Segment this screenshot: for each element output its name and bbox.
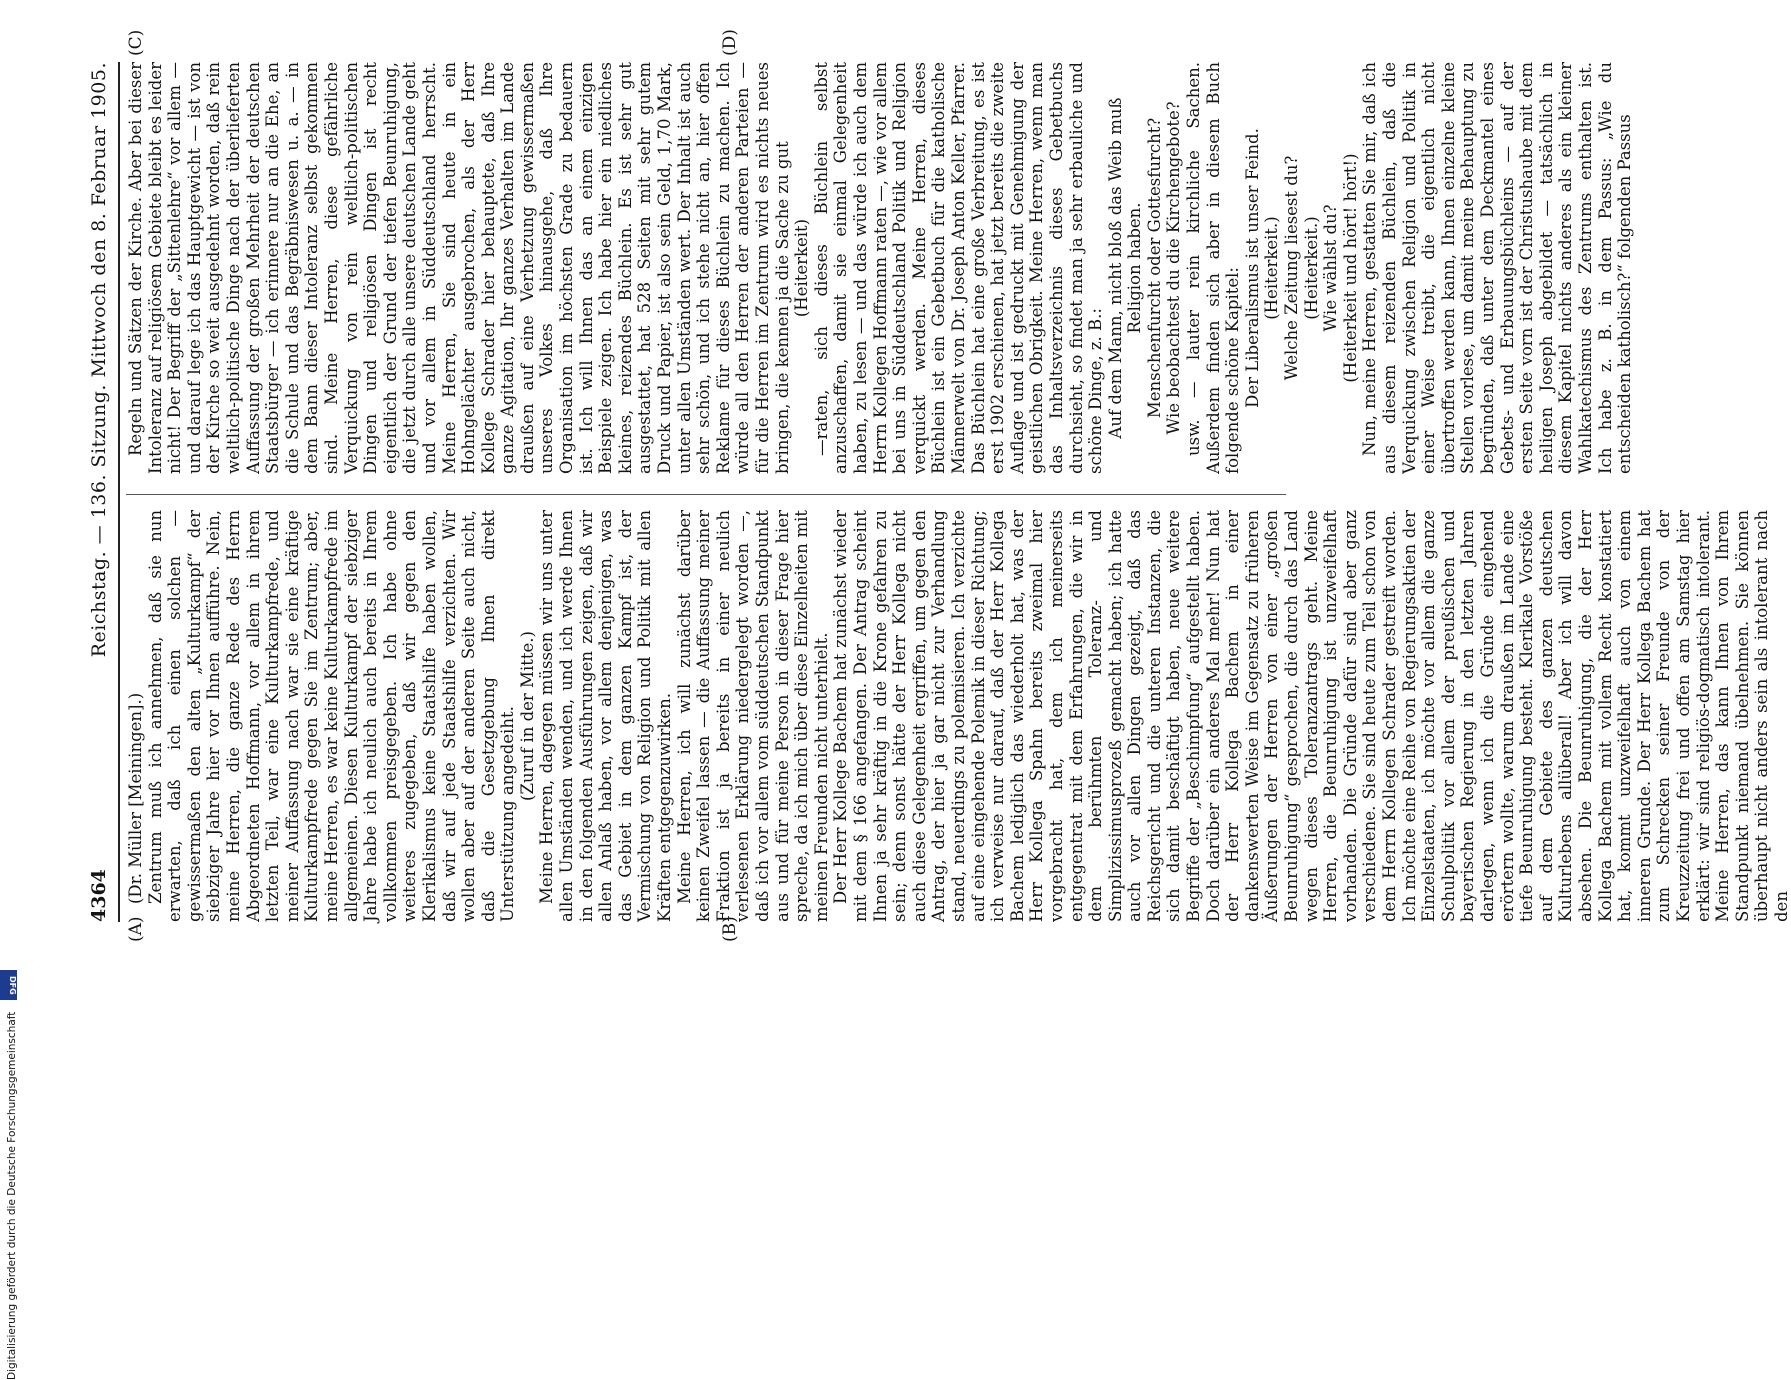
interjection: (Heiterkeit.) [1301,216,1321,320]
running-title: Reichstag. — 136. Sitzung. Mittwoch den 8. Februar 1905. [88,62,110,658]
credit-text: Digitalisierung gefördert durch die Deutsche Forschungsgemeinschaft [6,1011,18,1380]
margin-marker-c: (C) [126,29,146,56]
digitization-credit [6,1011,22,1380]
right-column [126,62,1635,474]
chapter-title: Der Liberalismus ist unser Feind. [1242,128,1262,408]
margin-marker-b: (B) [720,916,740,942]
paragraph: usw. — lauter rein kirchliche Sachen. Außerdem finden sich aber in diesem Buch folgende schöne Kapitel: [1184,62,1243,474]
left-column [126,510,1791,922]
margin-marker-d: (D) [720,29,740,56]
paragraph: Regeln und Sätzen der Kirche. Aber bei dieser Intoleranz auf religiösem Gebiete bleibt es leider nicht! Der Begriff der „Sittenlehre“ vor allem — und darauf lege ich das Hauptgewicht — ist von der Kirche so weit ausgedehnt worden, daß rein weltlich-politische Dinge nach der überlieferten Auffassung der großen Mehrheit der deutschen Staatsbürger — ich erinnere nur an die Ehe, an die Schule und das Begräbniswesen u. a. — in dem Bann dieser Intoleranz selbst gekommen sind. Meine Herren, diese gefährliche Verquickung von rein weltlich-politischen Dingen und religiösen Dingen ist recht eigentlich der Grund der tiefen Beunruhigung, die jetzt durch alle unsere deutschen Lande geht und vor allem in Süddeutschland herrscht. Meine Herren, Sie sind heute in ein Hohngelächter ausgebrochen, als der Herr Kollege Schrader hier behauptete, daß Ihre ganze Agitation, Ihr ganzes Verhalten im Lande draußen auf eine Verhetzung gewissermaßen unseres Volkes hinausgehe, daß Ihre Organisation im höchsten Grade zu bedauern ist. Ich will Ihnen das an einem einzigen Beispiele zeigen. Ich habe hier ein niedliches kleines, reizendes Büchlein. Es ist sehr gut ausgestattet, hat 528 Seiten mit sehr gutem Druck und Papier, ist also sein Geld, 1,70 Mark, unter allen Umständen wert. Der Inhalt ist auch sehr schön, und ich stehe nicht an, hier offen Reklame für dieses Büchlein zu machen. Ich würde all den Herren der anderen Parteien — für die Herren im Zentrum wird es nichts neues bringen, die kennen ja die Sache zu gut [126,62,792,474]
chapter-title: Wie beobachtest du die Kirchengebote? [1164,101,1184,435]
paragraph: Meine Herren, ich will zunächst darüber keinen Zweifel lassen — die Auffassung meiner Fraktion ist ja bereits in einer neulich verlesenen Erklärung niedergelegt worden —, daß ich vor allem vom süddeutschen Standpunkt aus und für meine Person in dieser Frage hier spreche, da ich mich über diese Einzelheiten mit meinen Freunden nicht unterhielt. [674,510,831,922]
paragraph: Zentrum muß ich annehmen, daß sie nun erwarten, daß ich einen solchen — gewissermaßen den alten „Kulturkampf“ der siebziger Jahre hier vor Ihnen aufführe. Nein, meine Herren, die ganze Rede des Herrn Abgeordneten Hoffmann, vor allem in ihrem letzten Teil, war eine Kulturkampfrede, und meiner Auffassung nach war sie eine kräftige Kulturkampfrede gegen Sie im Zentrum; aber, meine Herren, es war keine Kulturkampfrede im allgemeinen. Diesen Kulturkampf der siebziger Jahre habe ich neulich auch bereits in Ihrem vollkommen preisgegeben. Ich habe ohne weiteres zugegeben, daß wir gegen den Klerikalismus keine Staatshilfe haben wollen, daß wir auf jede Staatshilfe verzichten. Wir wollen aber auf der anderen Seite auch nicht, daß die Gesetzgebung Ihnen direkt Unterstützung angedeiht. [145,510,518,922]
column-divider [126,494,1286,495]
paragraph: Meine Herren, dagegen müssen wir uns unter allen Umständen wenden, und ich werde Ihnen in den folgenden Ausführungen zeigen, daß wir allen Anlaß haben, vor allem denjenigen, was das Gebiet in dem ganzen Kampf ist, der Vermischung von Religion und Politik mit allen Kräften entgegenzuwirken. [537,510,675,922]
interjection: (Zuruf in der Mitte.) [517,631,537,801]
speaker-line: (Dr. Müller [Meiningen].) [126,692,145,904]
paragraph: Nun, meine Herren, gestatten Sie mir, daß ich aus diesem reizenden Büchlein, daß die Verquickung zwischen Religion und Politik in einer Weise treibt, die eigentlich nicht übertroffen werden kann, Ihnen einzelne kleine Stellen vorlese, um damit meine Behauptung zu begründen, daß unter dem Deckmantel eines Gebets- und Erbauungsbüchleins — auf der ersten Seite vorn ist der Christushaube mit dem heiligen Joseph abgebildet — tatsächlich in diesem Kapitel nichts anderes als ein kleiner Wahlkatechismus des Zentrums enthalten ist. Ich habe z. B. in dem Passus: „Wie du entscheiden katholisch?“ folgenden Passus [1360,62,1635,474]
chapter-title: Menschenfurcht oder Gottesfurcht? [1144,117,1164,419]
chapter-title: Welche Zeitung liesest du? [1282,155,1302,381]
margin-marker-a: (A) [126,916,146,942]
chapter-title: Wie wählst du? [1321,204,1341,332]
page-header [88,62,118,922]
interjection: (Heiterkeit und hört! hört!) [1340,153,1360,383]
interjection: (Heiterkeit) [792,218,812,318]
paragraph: Der Herr Kollege Bachem hat zunächst wieder mit dem § 166 angefangen. Der Antrag scheint Ihnen ja sehr kräftig in die Krone gefahren zu sein; denn sonst hätte der Herr Kollega nicht auch diese Gelegenheit ergriffen, um gegen den Antrag, der hier ja gar nicht zur Verhandlung stand, neuerdings zu polemisieren. Ich verzichte auf eine eingehende Polemik in dieser Richtung; ich verweise nur darauf, daß der Herr Kollega Bachem lediglich das wiederholt hat, was der Herr Kollega Spahn bereits zweimal hier vorgebracht hat, dem ich meinerseits entgegentrat mit dem Erfahrungen, die wir in dem berühmten Toleranz- und Simplizissimusprozeß gemacht haben; ich hatte auch vor allen Dingen gezeigt, daß das Reichsgericht und die unteren Instanzen, die sich damit beschäftigt haben, neue weitere Begriffe der „Beschimpfung“ aufgestellt haben. Doch darüber ein anderes Mal mehr! Nun hat der Herr Kollega Bachem in einer dankenswerten Weise im Gegensatz zu früheren Äußerungen der Herren von einer „großen Beunruhigung“ gesprochen, die durch das Land wegen dieses Toleranzantrags geht. Meine Herren, die Beunruhigung ist unzweifelhaft vorhanden. Die Gründe dafür sind aber ganz verschiedene. Sie sind heute zum Teil schon von dem Herrn Kollegen Schrader gestreift worden. Ich möchte eine Reihe von Regierungsaktien der Einzelstaaten, ich möchte vor allem die ganze Schulpolitik vor allem der preußischen und bayerischen Regierung in den letzten Jahren darlegen, wenn ich die Gründe eingehend erörtern wollte, warum draußen im Lande eine tiefe Beunruhigung besteht. Klerikale Vorstöße auf dem Gebiete des ganzen deutschen Kulturlebens allüberall! Aber ich will davon absehen. Die Beunruhigung, die der Herr Kollega Bachem mit vollem Recht konstatiert hat, kommt unzweifelhaft auch von einem inneren Grunde. Der Herr Kollega Bachem hat zum Schrecken seiner Freunde von der Kreuzzeitung frei und offen am Samstag hier erklärt: wir sind religiös-dogmatisch intolerant. Meine Herren, das kann Ihnen von Ihrem Standpunkt niemand übelnehmen. Sie können überhaupt nicht anders sein als intolerant nach den [831,510,1791,922]
page-number: 4364 [88,869,110,922]
dfg-logo: DFG [0,970,17,1000]
header-rule [118,62,120,922]
chapter-title: Auf dem Mann, nicht bloß das Weib muß Religion haben. [1105,97,1145,439]
paragraph: —raten, sich dieses Büchlein selbst anzuschaffen, damit sie einmal Gelegenheit haben, zu lesen — und das würde ich auch dem Herrn Kollegen Hoffmann raten —, wie vor allem bei uns in Süddeutschland Politik und Religion verquickt werden. Meine Herren, dieses Büchlein ist ein Gebetbuch für die katholische Männerwelt von Dr. Joseph Anton Keller, Pfarrer. Das Büchlein hat eine große Verbreitung, es ist erst 1902 erschienen, hat jetzt bereits die zweite Auflage und ist gedruckt mit Genehmigung der geistlichen Obrigkeit. Meine Herren, wenn man das Inhaltsverzeichnis dieses Gebetbuchs durchsieht, so findet man ja sehr erbauliche und schöne Dinge, z. B.: [811,62,1106,474]
interjection: (Heiterkeit.) [1262,216,1282,320]
